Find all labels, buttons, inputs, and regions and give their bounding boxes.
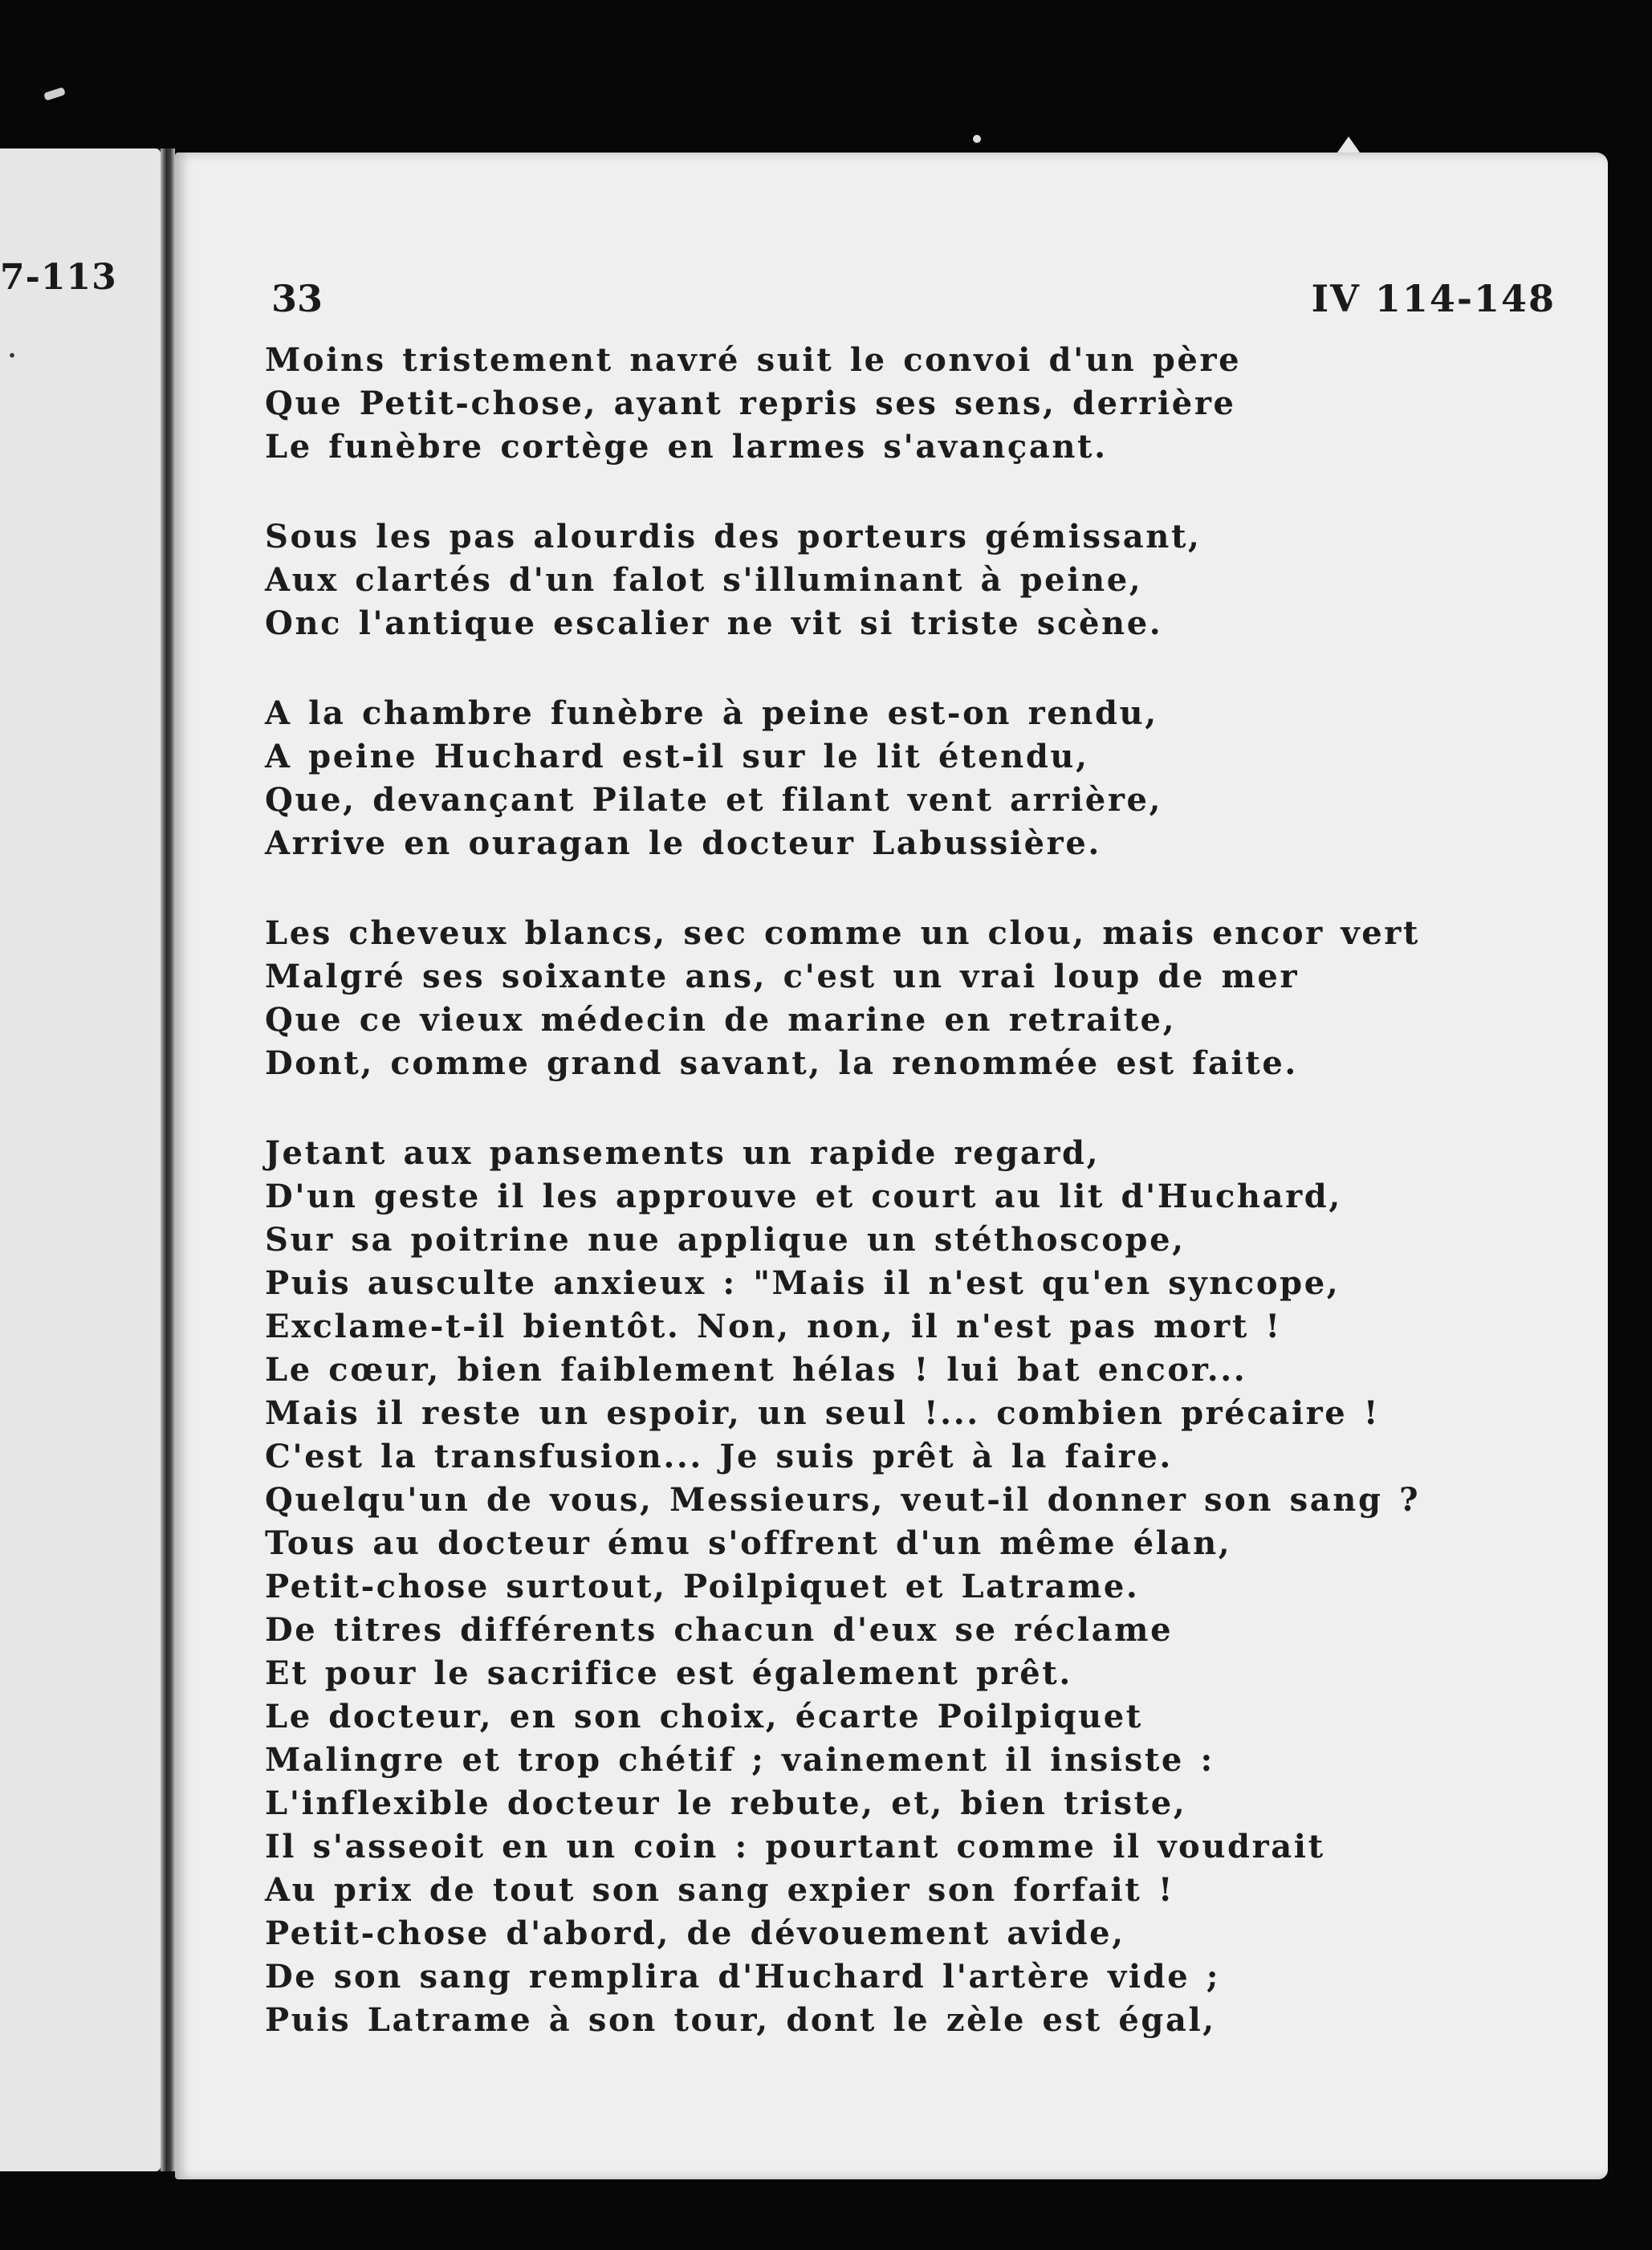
book-gutter xyxy=(161,149,175,2171)
verse-line: Que ce vieux médecin de marine en retraite, xyxy=(265,1001,1177,1039)
left-page-edge xyxy=(0,149,161,2171)
verse-line: Les cheveux blancs, sec comme un clou, mais encor vert xyxy=(265,914,1420,952)
verse-line: C'est la transfusion... Je suis prêt à la faire. xyxy=(265,1438,1173,1475)
verse-line: Dont, comme grand savant, la renommée est faite. xyxy=(265,1044,1298,1082)
right-page xyxy=(175,153,1608,2179)
verse-line: Il s'asseoit en un coin : pourtant comme il voudrait xyxy=(265,1828,1325,1866)
verse-line: Et pour le sacrifice est également prêt. xyxy=(265,1654,1072,1692)
verse-line: Malgré ses soixante ans, c'est un vrai loup de mer xyxy=(265,958,1300,995)
left-page-mark: . xyxy=(6,325,18,366)
verse-line: A peine Huchard est-il sur le lit étendu, xyxy=(265,738,1089,775)
verse-line: Petit-chose d'abord, de dévouement avide, xyxy=(265,1914,1125,1952)
scan-dot xyxy=(973,135,981,143)
stanza xyxy=(265,1132,1581,2042)
stanza xyxy=(265,692,1581,865)
verse-line: Malingre et trop chétif ; vainement il insiste : xyxy=(265,1741,1215,1779)
verse-line: Mais il reste un espoir, un seul !... combien précaire ! xyxy=(265,1394,1381,1432)
verse-line: Au prix de tout son sang expier son forfait ! xyxy=(265,1871,1175,1909)
verse-line: Puis ausculte anxieux : "Mais il n'est qu'en syncope, xyxy=(265,1264,1341,1302)
verse-line: D'un geste il les approuve et court au lit d'Huchard, xyxy=(265,1178,1342,1215)
verse-line: Jetant aux pansements un rapide regard, xyxy=(265,1134,1101,1172)
stanza xyxy=(265,339,1581,469)
verse-line: Arrive en ouragan le docteur Labussière. xyxy=(265,824,1101,862)
verse-line: Le docteur, en son choix, écarte Poilpiquet xyxy=(265,1698,1143,1735)
scan-speck xyxy=(43,87,66,101)
stanza xyxy=(265,515,1581,645)
verse-line: Aux clartés d'un falot s'illuminant à peine, xyxy=(265,561,1143,599)
verse-line: A la chambre funèbre à peine est-on rendu, xyxy=(265,694,1158,732)
verse-line: L'inflexible docteur le rebute, et, bien triste, xyxy=(265,1784,1187,1822)
verse-line: De son sang remplira d'Huchard l'artère vide ; xyxy=(265,1958,1221,1996)
verse-line: Quelqu'un de vous, Messieurs, veut-il donner son sang ? xyxy=(265,1481,1421,1519)
verse-line: Que, devançant Pilate et filant vent arrière, xyxy=(265,781,1163,819)
page-number: 33 xyxy=(271,277,323,320)
verse-line: Puis Latrame à son tour, dont le zèle est égal, xyxy=(265,2001,1216,2039)
verse-line: Que Petit-chose, ayant repris ses sens, derrière xyxy=(265,384,1236,422)
stanza xyxy=(265,912,1581,1085)
running-head: IV 114-148 xyxy=(1311,277,1556,320)
left-page-number: 7-113 xyxy=(0,257,117,298)
verse-line: Petit-chose surtout, Poilpiquet et Latrame. xyxy=(265,1568,1140,1605)
verse-line: Moins tristement navré suit le convoi d'un père xyxy=(265,341,1242,379)
verse-line: Le funèbre cortège en larmes s'avançant. xyxy=(265,428,1108,466)
verse-line: Sur sa poitrine nue applique un stéthoscope, xyxy=(265,1221,1186,1259)
verse-line: Exclame-t-il bientôt. Non, non, il n'est pas mort ! xyxy=(265,1308,1282,1345)
verse-line: De titres différents chacun d'eux se réclame xyxy=(265,1611,1174,1649)
verse-line: Sous les pas alourdis des porteurs gémissant, xyxy=(265,518,1202,555)
poem-body xyxy=(265,339,1581,2089)
verse-line: Onc l'antique escalier ne vit si triste scène. xyxy=(265,604,1163,642)
page-header xyxy=(271,277,1556,325)
verse-line: Le cœur, bien faiblement hélas ! lui bat encor... xyxy=(265,1351,1247,1389)
verse-line: Tous au docteur ému s'offrent d'un même élan, xyxy=(265,1524,1232,1562)
